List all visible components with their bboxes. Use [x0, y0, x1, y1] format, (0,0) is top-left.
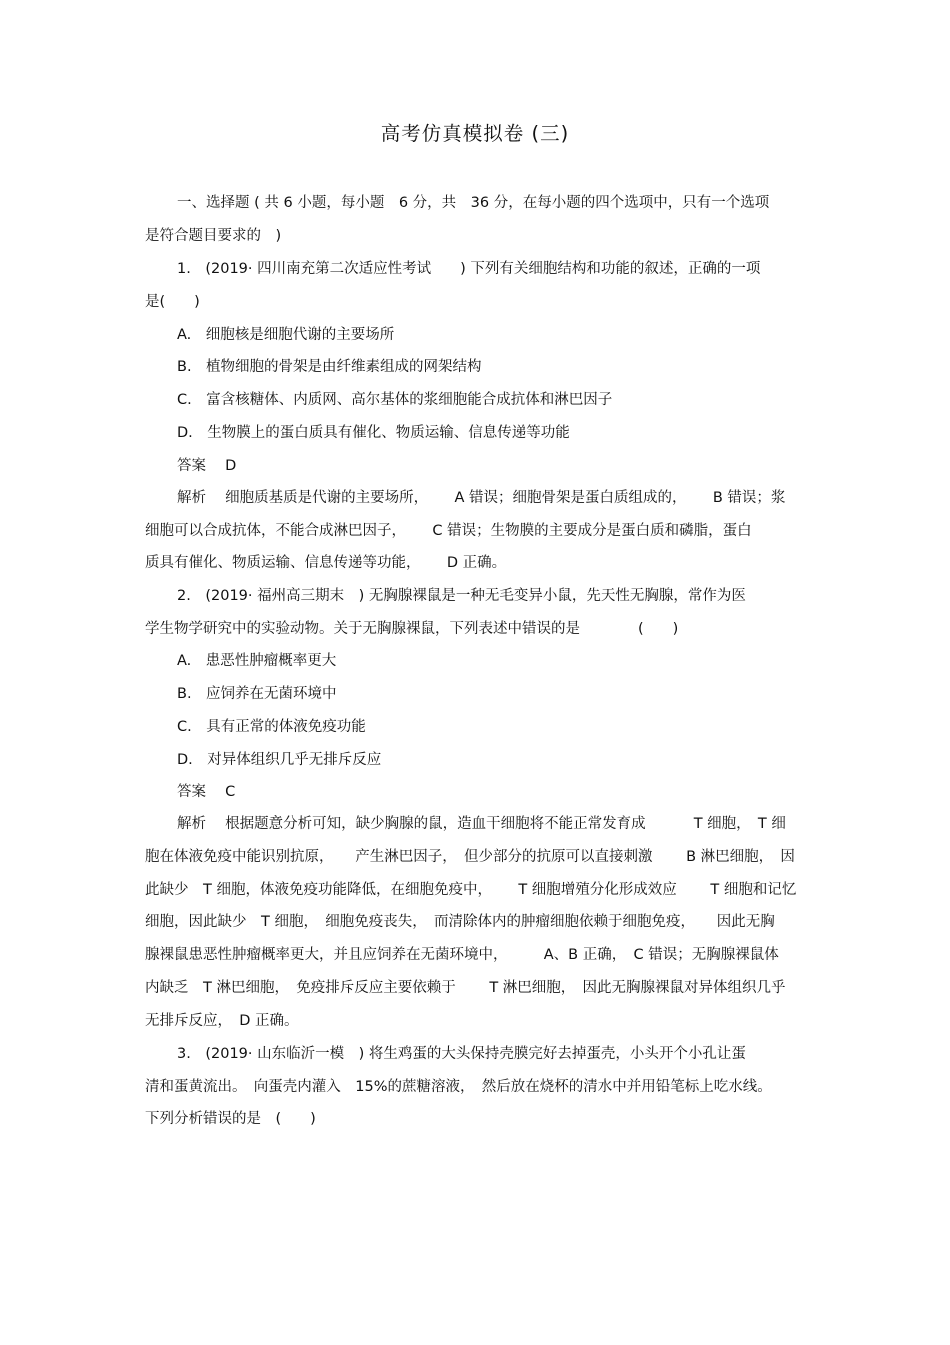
question-2-analysis: 内缺乏 T 淋巴细胞， 免疫排斥反应主要依赖于 T 淋巴细胞， 因此无胸腺裸鼠对异体组织几乎	[145, 980, 786, 996]
question-1-stem: 是( )	[145, 294, 200, 310]
page-title: 高考仿真模拟卷 (三)	[380, 122, 570, 145]
question-2-analysis: 腺裸鼠患恶性肿瘤概率更大，并且应饲养在无菌环境中， A、B 正确， C 错误；无胸腺裸鼠体	[145, 947, 779, 963]
question-2-stem: 学生物学研究中的实验动物。关于无胸腺裸鼠，下列表述中错误的是 ( )	[145, 621, 679, 637]
question-2-option-b: B. 应饲养在无菌环境中	[177, 686, 337, 702]
question-2-analysis: 解析 根据题意分析可知，缺少胸腺的鼠，造血干细胞将不能正常发育成 T 细胞， T 细	[177, 816, 786, 832]
question-3-stem: 清和蛋黄流出。 向蛋壳内灌入 15%的蔗糖溶液， 然后放在烧杯的清水中并用铅笔标上吃水线。	[145, 1079, 772, 1095]
question-1-option-a: A. 细胞核是细胞代谢的主要场所	[177, 327, 395, 343]
question-1-stem: 1. (2019· 四川南充第二次适应性考试 ) 下列有关细胞结构和功能的叙述，正确的一项	[177, 261, 761, 277]
question-2-analysis: 细胞，因此缺少 T 细胞， 细胞免疫丧失， 而清除体内的肿瘤细胞依赖于细胞免疫， 因此无胸	[145, 914, 775, 930]
question-2-option-d: D. 对异体组织几乎无排斥反应	[177, 752, 382, 768]
question-1-answer: 答案 D	[177, 458, 237, 474]
question-2-analysis: 无排斥反应， D 正确。	[145, 1013, 299, 1029]
section-instruction-line: 是符合题目要求的 )	[145, 228, 282, 244]
question-3-stem: 3. (2019· 山东临沂一模 ) 将生鸡蛋的大头保持壳膜完好去掉蛋壳，小头开个小孔让蛋	[177, 1046, 746, 1062]
question-2-analysis: 此缺少 T 细胞，体液免疫功能降低，在细胞免疫中， T 细胞增殖分化形成效应 T 细胞和记忆	[145, 882, 797, 898]
question-1-option-c: C. 富含核糖体、内质网、高尔基体的浆细胞能合成抗体和淋巴因子	[177, 392, 613, 408]
question-2-option-c: C. 具有正常的体液免疫功能	[177, 719, 366, 735]
question-3-stem: 下列分析错误的是 ( )	[145, 1111, 316, 1127]
question-1-analysis: 细胞可以合成抗体，不能合成淋巴因子， C 错误；生物膜的主要成分是蛋白质和磷脂，蛋白	[145, 523, 752, 539]
question-1-analysis: 质具有催化、物质运输、信息传递等功能， D 正确。	[145, 555, 507, 571]
question-2-analysis: 胞在体液免疫中能识别抗原， 产生淋巴因子， 但少部分的抗原可以直接刺激 B 淋巴细胞， 因	[145, 849, 795, 865]
question-2-option-a: A. 患恶性肿瘤概率更大	[177, 653, 337, 669]
question-1-analysis: 解析 细胞质基质是代谢的主要场所， A 错误；细胞骨架是蛋白质组成的， B 错误；浆	[177, 490, 786, 506]
question-1-option-b: B. 植物细胞的骨架是由纤维素组成的网架结构	[177, 359, 482, 375]
question-1-option-d: D. 生物膜上的蛋白质具有催化、物质运输、信息传递等功能	[177, 425, 570, 441]
question-2-answer: 答案 C	[177, 784, 236, 800]
section-instruction-line: 一、选择题 ( 共 6 小题，每小题 6 分，共 36 分，在每小题的四个选项中，只有一个选项	[177, 195, 770, 211]
question-2-stem: 2. (2019· 福州高三期末 ) 无胸腺裸鼠是一种无毛变异小鼠，先天性无胸腺，常作为医	[177, 588, 746, 604]
